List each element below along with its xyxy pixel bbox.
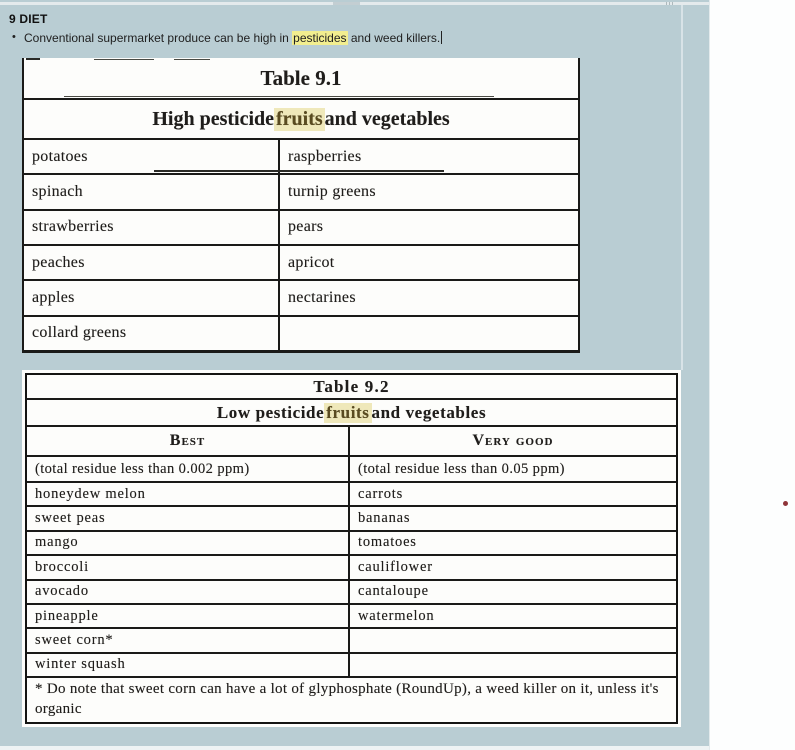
- table-cell: apricot: [288, 253, 335, 271]
- table-row: [27, 654, 676, 678]
- table-cell: [350, 629, 676, 651]
- table-cell: apples: [24, 281, 280, 314]
- bullet-text-prefix: Conventional supermarket produce can be high in: [24, 31, 293, 45]
- table-cell: spinach: [24, 175, 280, 208]
- bullet-marker: •: [12, 31, 16, 43]
- table-cell: mango: [27, 532, 350, 554]
- table-9-1-scan-image[interactable]: [22, 58, 580, 353]
- table-cell: broccoli: [27, 556, 350, 578]
- bullet-text-suffix: and weed killers.: [347, 31, 441, 45]
- table-9-1-subtitle: [24, 100, 578, 140]
- table-cell: tomatoes: [358, 534, 417, 551]
- page-edge-line: [681, 5, 683, 370]
- bullet-paragraph[interactable]: [12, 31, 442, 45]
- table-row: [27, 483, 676, 507]
- section-heading: 9 DIET: [9, 12, 48, 26]
- table-cell: watermelon: [358, 607, 435, 624]
- residue-row: [27, 457, 676, 483]
- table-row: [24, 317, 578, 350]
- table-cell: turnip greens: [288, 182, 376, 200]
- table-row: [24, 175, 578, 210]
- table-row: [27, 605, 676, 629]
- table-cell: cauliflower: [358, 558, 433, 575]
- scrollbar-tick-marks: [666, 2, 674, 5]
- table-row: [27, 629, 676, 653]
- highlighted-word-pesticides: pesticides: [293, 31, 347, 45]
- table-row: [24, 211, 578, 246]
- table-cell: pears: [288, 218, 324, 236]
- table-cell: bananas: [358, 510, 411, 527]
- table-cell: [280, 317, 578, 350]
- subtitle-prefix: High pesticide: [152, 107, 274, 130]
- table-cell: sweet peas: [27, 507, 350, 529]
- table-9-2-title: [27, 375, 676, 400]
- red-dot-marker: [783, 501, 788, 506]
- bottom-window-edge: [0, 746, 709, 750]
- table-9-1-title-text: Table 9.1: [260, 65, 342, 90]
- table-cell: raspberries: [288, 147, 362, 165]
- table-cell: collard greens: [24, 317, 280, 350]
- table-row: [27, 507, 676, 531]
- right-margin-panel: [709, 0, 795, 750]
- table-9-2-border-box: [25, 373, 678, 724]
- table-row: [24, 281, 578, 316]
- table-cell: nectarines: [288, 288, 356, 306]
- table-row: [27, 581, 676, 605]
- table-row: [24, 246, 578, 281]
- table-cell: carrots: [358, 485, 404, 502]
- subtitle-suffix: and vegetables: [324, 107, 450, 130]
- table-cell: sweet corn*: [27, 629, 350, 651]
- table-cell: potatoes: [24, 140, 280, 173]
- table-cell: (total residue less than 0.002 ppm): [27, 457, 350, 481]
- table-cell: peaches: [24, 246, 280, 279]
- table-row: [27, 532, 676, 556]
- table-cell: avocado: [27, 581, 350, 603]
- highlighted-word-fruits: fruits: [326, 402, 370, 422]
- column-header-very-good: Very good: [472, 432, 554, 449]
- table-cell: honeydew melon: [27, 483, 350, 505]
- column-header-best: Best: [27, 427, 350, 455]
- subtitle-suffix: and vegetables: [371, 402, 487, 422]
- column-header-row: [27, 427, 676, 457]
- table-cell: (total residue less than 0.05 ppm): [358, 460, 565, 477]
- table-cell: [350, 654, 676, 676]
- table-cell: strawberries: [24, 211, 280, 244]
- table-9-2-scan-image[interactable]: [22, 370, 681, 727]
- horizontal-scrollbar-thumb[interactable]: [333, 2, 360, 5]
- table-cell: pineapple: [27, 605, 350, 627]
- subtitle-prefix: Low pesticide: [216, 402, 325, 422]
- table-row: [27, 556, 676, 580]
- table-footnote: * Do note that sweet corn can have a lot of glyphosphate (RoundUp), a weed killer on it, unless it's organic: [35, 681, 659, 717]
- text-caret: [441, 31, 442, 44]
- table-9-2-subtitle: [27, 400, 676, 427]
- highlighted-word-fruits: fruits: [276, 107, 323, 130]
- scan-artifact: [154, 170, 444, 172]
- table-cell: cantaloupe: [358, 583, 429, 600]
- table-9-1-title: [24, 58, 578, 100]
- table-9-2-title-text: Table 9.2: [313, 376, 390, 396]
- table-cell: winter squash: [27, 654, 350, 676]
